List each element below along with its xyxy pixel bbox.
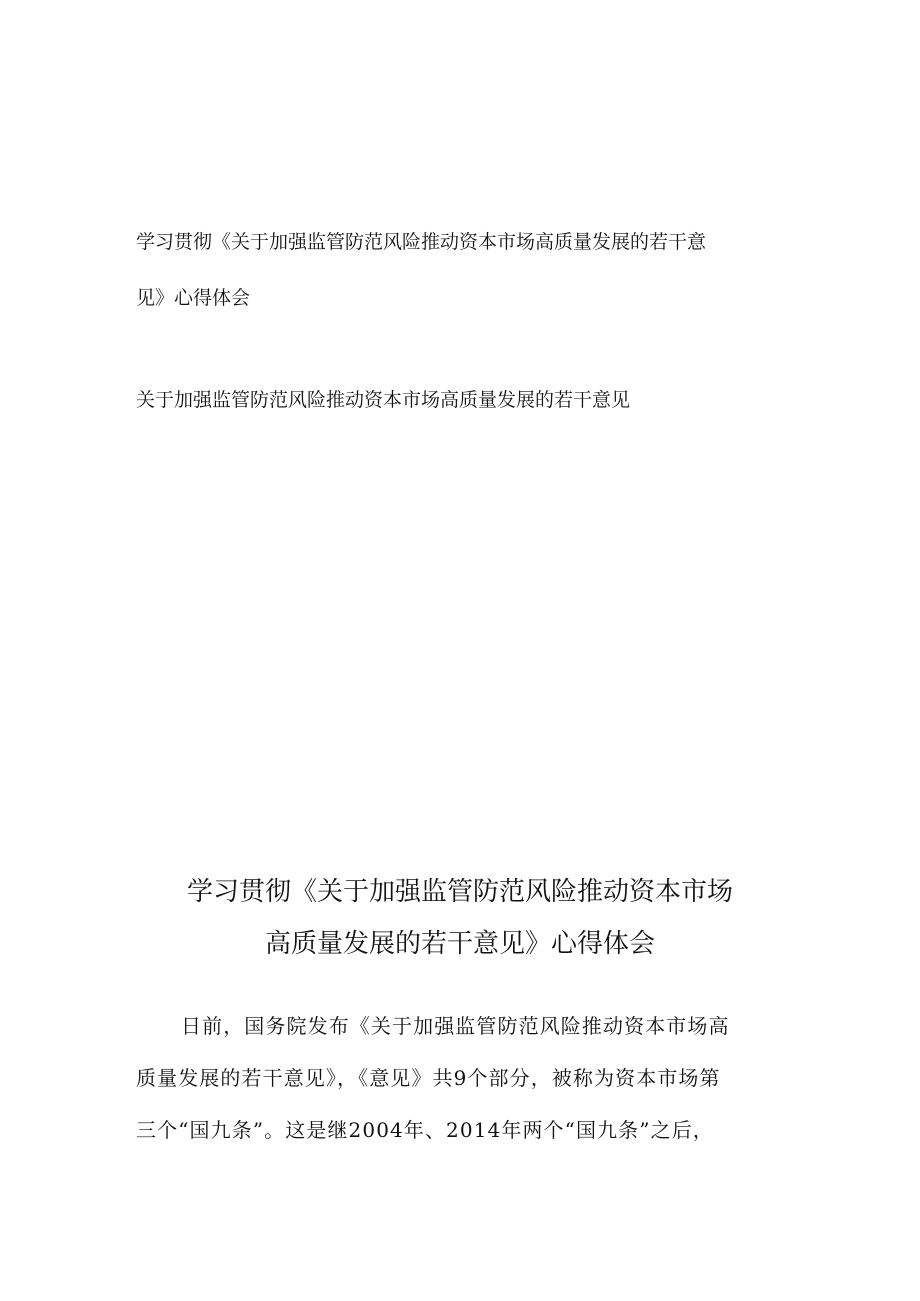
article-title-line-1: 学习贯彻《关于加强监管防范风险推动资本市场 xyxy=(186,877,733,907)
article-title-line-2: 高质量发展的若干意见》心得体会 xyxy=(264,929,655,959)
toc-item-1-line-2: 见》心得体会 xyxy=(136,287,251,309)
paragraph-line-3: 三个“国九条”。这是继2004年、2014年两个“国九条”之后， xyxy=(136,1118,714,1142)
paragraph-line-2: 质量发展的若干意见》，《意见》共9个部分，被称为资本市场第 xyxy=(136,1066,721,1090)
paragraph-line-1: 日前，国务院发布《关于加强监管防范风险推动资本市场高 xyxy=(181,1014,730,1038)
article-paragraph xyxy=(136,1000,792,1156)
toc-item-2: 关于加强监管防范风险推动资本市场高质量发展的若干意见 xyxy=(136,389,631,411)
toc-item-1-line-1: 学习贯彻《关于加强监管防范风险推动资本市场高质量发展的若干意 xyxy=(136,231,707,253)
article-title xyxy=(100,866,820,970)
